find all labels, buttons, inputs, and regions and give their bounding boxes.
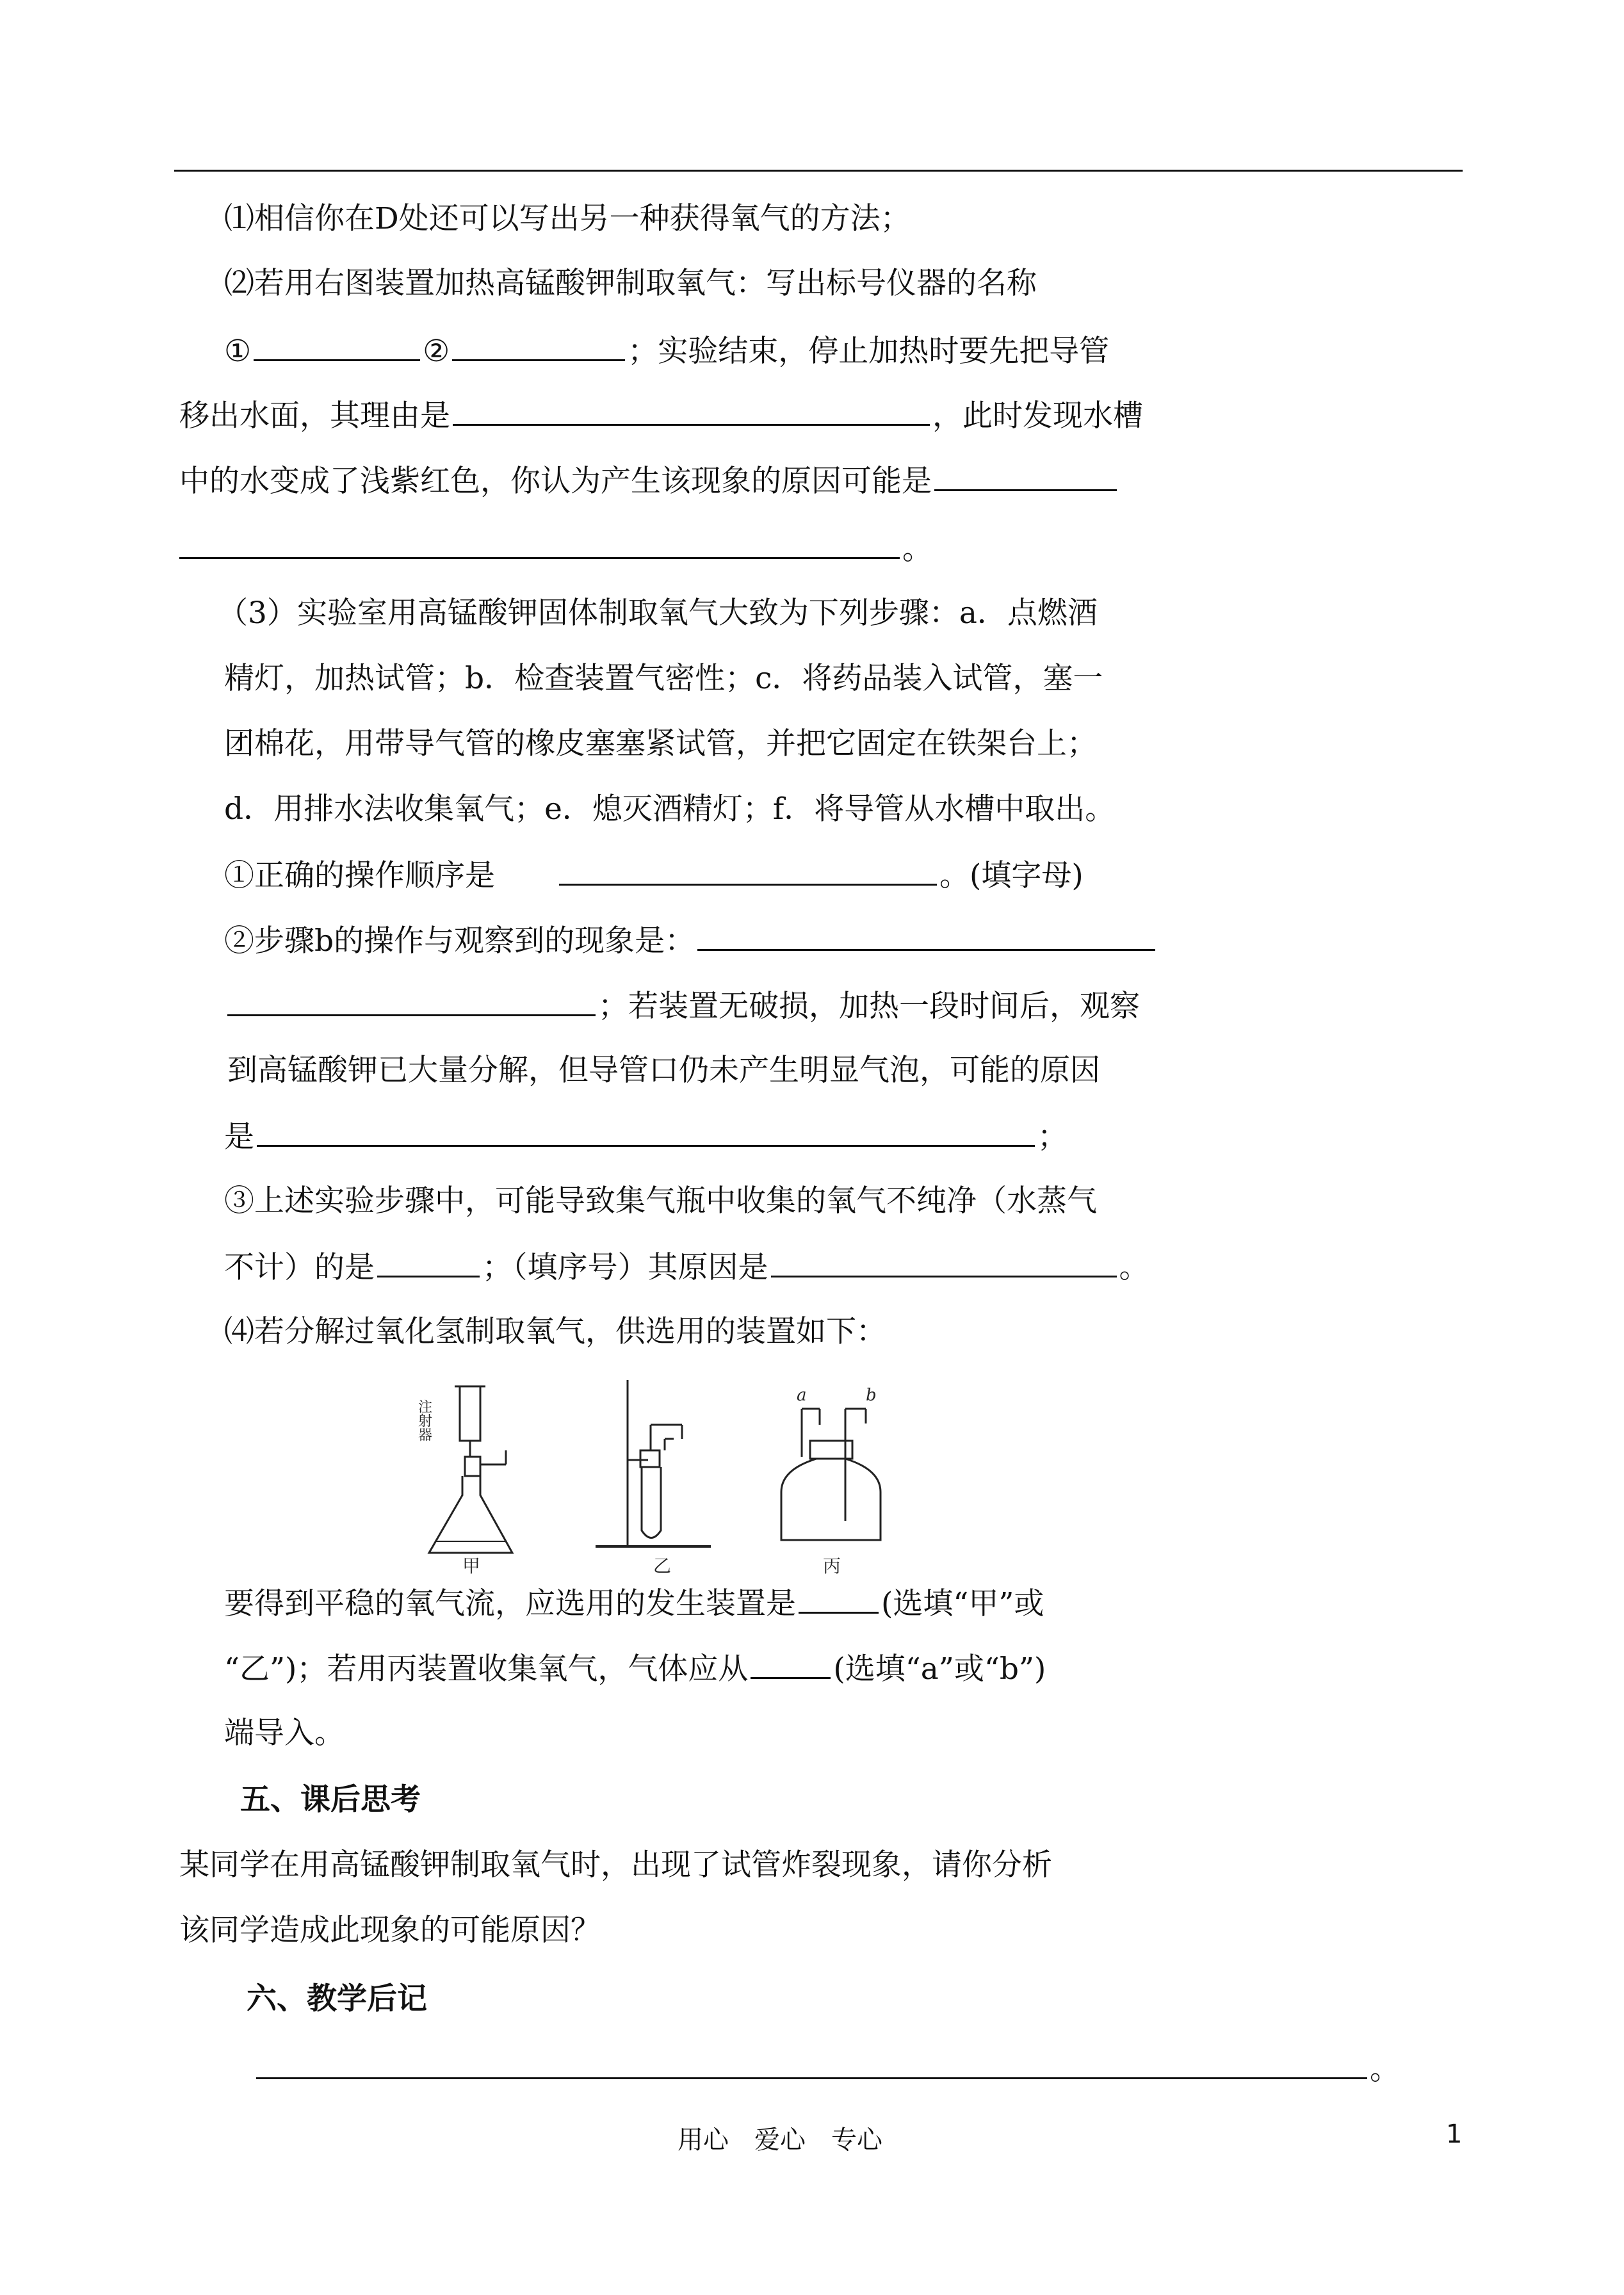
text: ，此时发现水槽 — [932, 398, 1143, 434]
section-6-answer-line — [256, 2049, 1400, 2089]
text: ①正确的操作顺序是 — [224, 858, 495, 893]
question-2-line-4 — [179, 396, 1143, 435]
question-1: ⑴相信你在D处还可以写出另一种获得氧气的方法； — [224, 201, 911, 236]
page-number: 1 — [1446, 2120, 1463, 2149]
figure-label-a: a — [797, 1386, 807, 1405]
question-3-step-2-line-4 — [224, 1117, 1068, 1156]
answer-blank-reason[interactable] — [453, 396, 930, 426]
figure-label-jia: 甲 — [462, 1555, 481, 1575]
text: ②步骤b的操作与观察到的现象是： — [224, 923, 695, 959]
question-3-step-2-line-1 — [224, 921, 1158, 961]
answer-blank-step-number[interactable] — [377, 1247, 480, 1277]
apparatus-bing-icon — [781, 1409, 881, 1540]
question-4-answer-line-1 — [224, 1584, 1044, 1623]
text: 。 — [902, 531, 932, 567]
answer-blank-check-1[interactable] — [697, 921, 1155, 951]
question-2-line-5 — [179, 461, 1119, 501]
answer-blank-inlet[interactable] — [751, 1649, 831, 1679]
question-3-step-3-line-2 — [224, 1247, 1149, 1287]
header-rule — [174, 170, 1463, 172]
section-5-title: 五、课后思考 — [240, 1782, 421, 1817]
section-5-line-1: 某同学在用高锰酸钾制取氧气时，出现了试管炸裂现象，请你分析 — [179, 1847, 1052, 1883]
figure-label-syringe: 注射器 — [416, 1399, 432, 1441]
figure-label-yi: 乙 — [653, 1555, 672, 1575]
apparatus-jia-icon — [429, 1386, 512, 1553]
apparatus-diagram — [410, 1380, 897, 1575]
text: 中的水变成了浅紫红色，你认为产生该现象的原因可能是 — [179, 464, 932, 499]
question-2-line-6 — [179, 529, 932, 569]
text: ； — [1037, 1119, 1068, 1155]
text: (选填“甲”或 — [881, 1586, 1044, 1621]
question-3-line-1: （3）实验室用高锰酸钾固体制取氧气大致为下列步骤：a．点燃酒 — [218, 596, 1098, 631]
text: ；若装置无破损，加热一段时间后，观察 — [598, 989, 1140, 1024]
answer-blank-impure-reason[interactable] — [771, 1247, 1117, 1277]
question-4: ⑷若分解过氧化氢制取氧气，供选用的装置如下： — [224, 1314, 886, 1349]
question-3-line-2: 精灯，加热试管；b．检查装置气密性；c．将药品装入试管，塞一 — [224, 661, 1103, 696]
text: 。 — [1119, 1250, 1149, 1285]
apparatus-yi-icon — [596, 1380, 711, 1546]
answer-blank-no-bubbles[interactable] — [257, 1117, 1035, 1147]
answer-blank-notes[interactable] — [256, 2049, 1367, 2079]
answer-blank-2[interactable] — [452, 331, 625, 361]
text: 。(填字母) — [939, 858, 1084, 893]
section-6-title: 六、教学后记 — [247, 1981, 427, 2016]
question-3-step-1 — [224, 856, 1084, 895]
question-3-step-2-line-3: 到高锰酸钾已大量分解，但导管口仍未产生明显气泡，可能的原因 — [227, 1053, 1100, 1088]
answer-blank-cause-2[interactable] — [179, 529, 900, 559]
text: 是 — [224, 1119, 254, 1155]
figure-label-b: b — [866, 1386, 877, 1405]
question-2: ⑵若用右图装置加热高锰酸钾制取氧气：写出标号仪器的名称 — [224, 266, 1037, 301]
figure-label-bing: 丙 — [823, 1555, 841, 1575]
circle-2-label: ② — [423, 334, 450, 369]
answer-blank-order[interactable] — [559, 856, 937, 886]
question-3-line-3: 团棉花，用带导气管的橡皮塞塞紧试管，并把它固定在铁架台上； — [224, 726, 1097, 761]
text: 。 — [1370, 2052, 1400, 2087]
question-4-answer-line-2 — [224, 1649, 1046, 1689]
text: ；（填序号）其原因是 — [482, 1250, 768, 1285]
text: ；实验结束，停止加热时要先把导管 — [628, 334, 1110, 369]
text: 移出水面，其理由是 — [179, 398, 450, 434]
answer-blank-cause-1[interactable] — [934, 461, 1117, 491]
text: 要得到平稳的氧气流，应选用的发生装置是 — [224, 1586, 796, 1621]
apparatus-figure — [410, 1380, 897, 1575]
question-4-answer-line-3: 端导入。 — [224, 1715, 345, 1751]
circle-1-label: ① — [224, 334, 252, 369]
footer-motto: 用心 爱心 专心 — [678, 2125, 882, 2155]
question-3-step-2-line-2 — [227, 986, 1140, 1026]
answer-blank-generator[interactable] — [799, 1584, 879, 1614]
answer-blank-check-2[interactable] — [227, 986, 596, 1016]
question-3-line-4: d．用排水法收集氧气；e．熄灭酒精灯；f．将导管从水槽中取出。 — [224, 791, 1116, 827]
text: 不计）的是 — [224, 1250, 375, 1285]
text: “乙”)；若用丙装置收集氧气，气体应从 — [224, 1651, 749, 1687]
section-5-line-2: 该同学造成此现象的可能原因？ — [179, 1913, 601, 1948]
text: (选填“a”或“b”) — [833, 1651, 1046, 1687]
question-2-line-3 — [224, 331, 1109, 371]
question-3-step-3-line-1: ③上述实验步骤中，可能导致集气瓶中收集的氧气不纯净（水蒸气 — [224, 1183, 1097, 1219]
answer-blank-1[interactable] — [254, 331, 420, 361]
